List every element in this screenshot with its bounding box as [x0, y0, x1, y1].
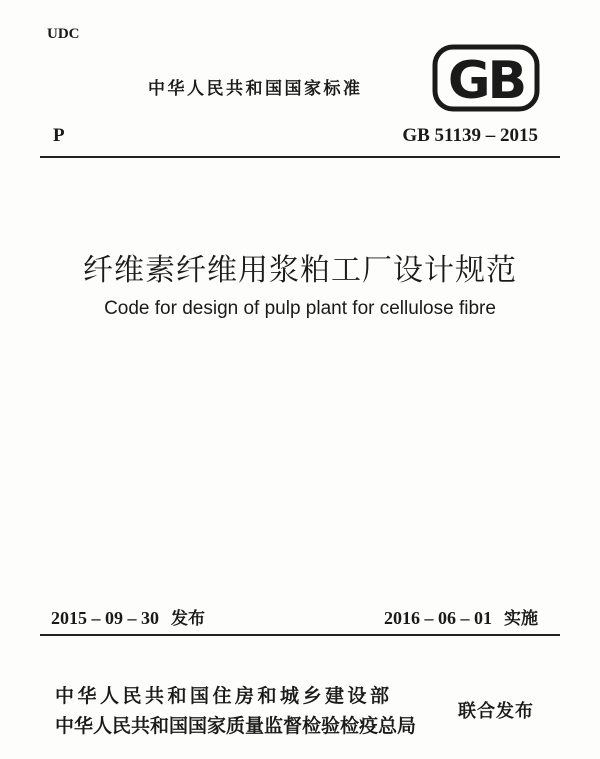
standard-number: GB 51139 – 2015: [402, 125, 538, 146]
bottom-divider: [40, 634, 560, 636]
issue-label: 发布: [171, 609, 205, 629]
top-divider: [40, 156, 560, 158]
implementation-date-value: 2016 – 06 – 01: [384, 608, 492, 628]
category-code: P: [53, 125, 65, 146]
issue-date: [51, 604, 205, 629]
udc-label: UDC: [47, 26, 80, 42]
issuer-ministry-housing: 中华人民共和国住房和城乡建设部: [55, 685, 393, 707]
national-standard-heading: 中华人民共和国国家标准: [148, 79, 363, 99]
issue-date-value: 2015 – 09 – 30: [51, 608, 159, 628]
joint-issue-label: 联合发布: [458, 701, 534, 722]
gb-logo-text: GB: [447, 51, 525, 111]
issuer-aqsiq: 中华人民共和国国家质量监督检验检疫总局: [55, 715, 417, 737]
implementation-date: [384, 604, 538, 629]
document-title-chinese: 纤维素纤维用浆粕工厂设计规范: [83, 253, 517, 288]
document-title-english: Code for design of pulp plant for cellulose fibre: [104, 298, 496, 319]
gb-logo: [432, 44, 540, 112]
implementation-label: 实施: [504, 609, 538, 629]
